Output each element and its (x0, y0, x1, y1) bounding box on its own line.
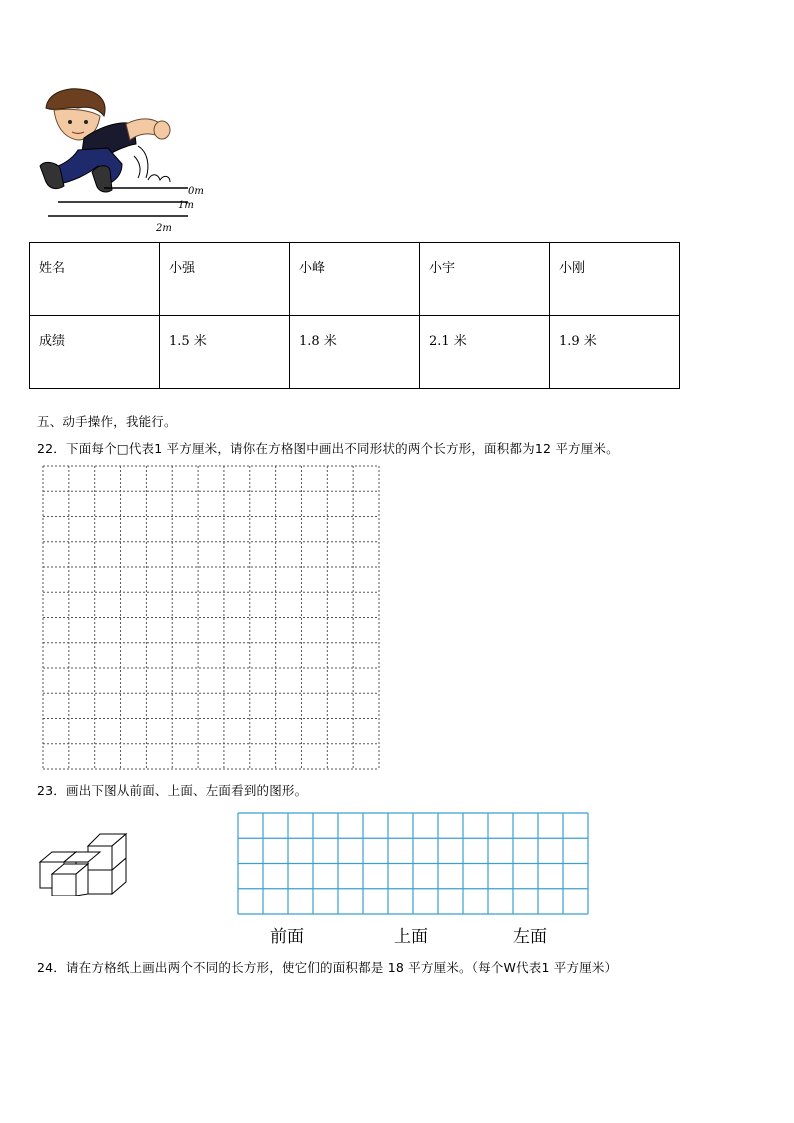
section-title: 五、动手操作，我能行。 (37, 414, 177, 429)
table-cell: 成绩 (30, 316, 160, 389)
question-23 (37, 781, 307, 799)
label-top-view: 上面 (394, 927, 428, 947)
table-cell: 小宇 (420, 243, 550, 316)
question-number: 24． (37, 960, 67, 975)
table-row (30, 243, 680, 316)
table-cell: 1.5 米 (160, 316, 290, 389)
table-cell: 1.9 米 (550, 316, 680, 389)
mark-1m: 1m (178, 200, 194, 211)
question-text: 画出下图从前面、上面、左面看到的图形。 (66, 783, 308, 798)
table-cell: 小峰 (290, 243, 420, 316)
table-cell: 1.8 米 (290, 316, 420, 389)
square-grid[interactable] (42, 465, 380, 770)
cube-figure (36, 826, 132, 896)
table-row (30, 316, 680, 389)
label-left-view: 左面 (513, 927, 547, 947)
question-22 (37, 439, 619, 457)
question-number: 23． (37, 783, 67, 798)
mark-2m: 2m (156, 223, 172, 234)
table-cell: 姓名 (30, 243, 160, 316)
score-table (29, 242, 680, 389)
mark-0m: 0m (188, 186, 204, 197)
table-cell: 2.1 米 (420, 316, 550, 389)
view-drawing-grid[interactable] (237, 812, 589, 915)
table-cell: 小刚 (550, 243, 680, 316)
long-jump-illustration (38, 86, 218, 236)
question-text: 下面每个□代表1 平方厘米，请你在方格图中画出不同形状的两个长方形，面积都为12 平方厘米。 (66, 441, 619, 456)
question-text: 请在方格纸上画出两个不同的长方形，使它们的面积都是 18 平方厘米。（每个W代表1 平方厘米） (66, 960, 618, 975)
label-front-view: 前面 (270, 927, 304, 947)
question-24 (37, 958, 617, 976)
table-cell: 小强 (160, 243, 290, 316)
question-number: 22． (37, 441, 67, 456)
